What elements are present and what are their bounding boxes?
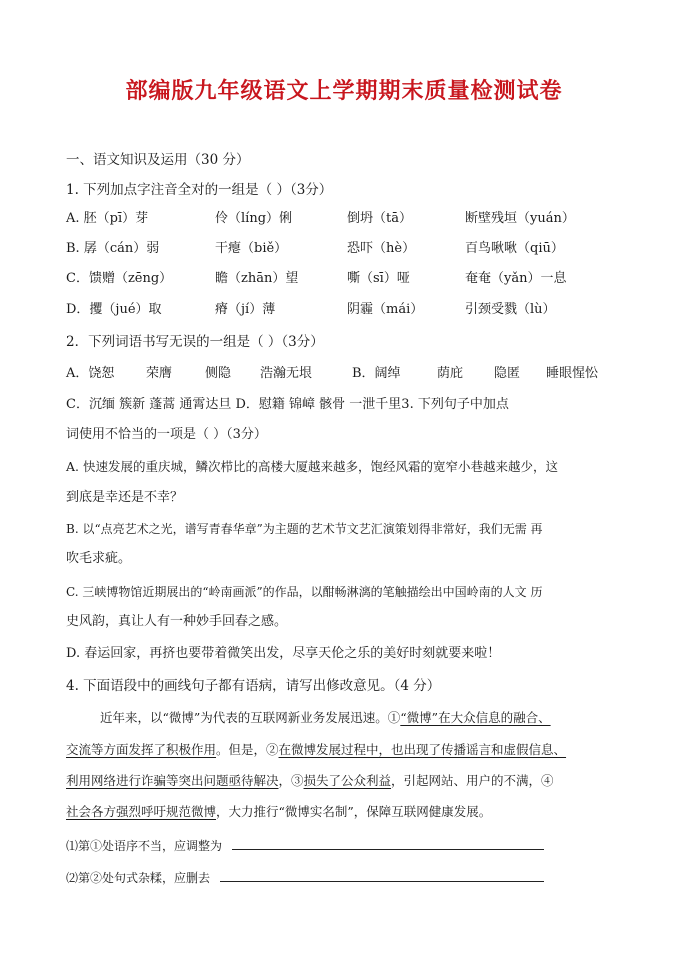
question-3-stem: 词使用不恰当的一项是（ ）（3分） [66,427,267,442]
q4-text: ，引起网站、用户的不满，④ [391,773,554,788]
q2-a-2: 荣膺 [146,366,173,381]
q4-text: ，③ [278,773,304,788]
q1-a-4: 断壁残垣（yuán） [465,211,575,226]
q4-paragraph-line-4 [66,802,491,822]
q1-c-1: C．馈赠（zēng） [66,271,173,286]
q4-paragraph-line-2 [66,740,566,760]
q4-answer-2 [66,867,544,888]
q3-a-line-2: 到底是幸还是不幸？ [66,490,184,505]
q3-b-line-1: B. 以“点亮艺术之光，谱写青春华章”为主题的艺术节文艺汇演策划得非常好，我们无需 再 [66,522,543,536]
q3-a-line-1: A. 快速发展的重庆城，鳞次栉比的高楼大厦越来越多，饱经风霜的宽窄小巷越来越少，这 [66,459,558,474]
q4-answer-1-label: ⑴第①处语序不当，应调整为 [66,839,223,853]
q4-answer-2-label: ⑵第②处句式杂糅，应删去 [66,871,211,885]
q4-underlined-sentence-1b: 交流等方面发挥了积极作用 [66,742,217,757]
q4-answer-2-blank[interactable] [220,867,544,882]
q3-b-line-2: 吹毛求疵。 [66,551,132,566]
q4-answer-1 [66,835,544,856]
q1-a-2: 伶（líng）俐 [215,211,293,226]
q2-b-1: B．阔绰 [352,366,401,381]
q1-a-1: A. 胚（pī）芽 [66,211,149,226]
q2-a-4: 浩瀚无垠 [260,366,313,381]
q1-c-2: 瞻（zhān）望 [215,271,299,286]
q2-a-1: A．饶恕 [66,366,115,381]
question-4-stem: 4. 下面语段中的画线句子都有语病，请写出修改意见。（4 分） [66,678,441,694]
q4-underlined-sentence-2b: 利用网络进行诈骗等突出问题亟待解决 [66,773,279,788]
q4-text: ，大力推行“微博实名制”，保障互联网健康发展。 [216,804,492,819]
q1-d-1: D．攫（jué）取 [66,302,162,317]
q1-d-2: 瘠（jí）薄 [215,302,276,317]
q1-b-4: 百鸟啾啾（qiū） [465,241,564,256]
q4-paragraph-line-1 [100,708,551,728]
q3-c-line-1: C. 三峡博物馆近期展出的“岭南画派”的作品，以酣畅淋漓的笔触描绘出中国岭南的人文 历 [66,585,543,599]
q4-underlined-sentence-1: “微博”在大众信息的融合、 [400,710,551,725]
page-title: 部编版九年级语文上学期期末质量检测试卷 [125,79,563,104]
q4-text: 近年来，以“微博”为代表的互联网新业务发展迅速。① [100,710,401,725]
q2-b-2: 荫庇 [437,366,464,381]
q2-b-3: 隐匿 [494,366,521,381]
question-1-stem: 1. 下列加点字注音全对的一组是（ ）（3分） [66,182,333,198]
question-2-stem: 2．下列词语书写无误的一组是（ ）（3分） [66,334,324,350]
q1-b-2: 干瘪（biě） [215,241,288,256]
q3-d-line-1: D. 春运回家，再挤也要带着微笑出发，尽享天伦之乐的美好时刻就要来啦！ [66,646,501,661]
section-heading: 一、语文知识及运用（30 分） [66,152,250,168]
q2-row-c-d: C．沉缅 簇新 蓬蒿 通霄达旦 D．慰籍 锦嶂 骸骨 一泄千里3. 下列句子中加点 [66,397,509,412]
q2-a-3: 侧隐 [205,366,232,381]
q1-c-4: 奄奄（yǎn）一息 [465,271,567,286]
q1-d-3: 阴霾（mái） [347,302,424,317]
q2-b-4: 睡眼惺忪 [546,366,599,381]
q1-c-3: 嘶（sī）哑 [347,271,410,286]
q4-underlined-sentence-2: 在微博发展过程中，也出现了传播谣言和虚假信息、 [278,742,567,757]
q4-text: 。但是，② [216,742,279,757]
q1-a-3: 倒坍（tā） [347,211,412,226]
q1-b-3: 恐吓（hè） [347,241,416,256]
q4-underlined-sentence-4: 社会各方强烈呼吁规范微博 [66,804,217,819]
q1-d-4: 引颈受戮（lù） [465,302,556,317]
q4-underlined-sentence-3: 损失了公众利益 [303,773,392,788]
q4-paragraph-line-3 [66,771,554,791]
q4-answer-1-blank[interactable] [232,835,544,850]
q1-b-1: B. 孱（cán）弱 [66,241,160,256]
q3-c-line-2: 史风韵，真让人有一种妙手回春之感。 [66,614,288,629]
